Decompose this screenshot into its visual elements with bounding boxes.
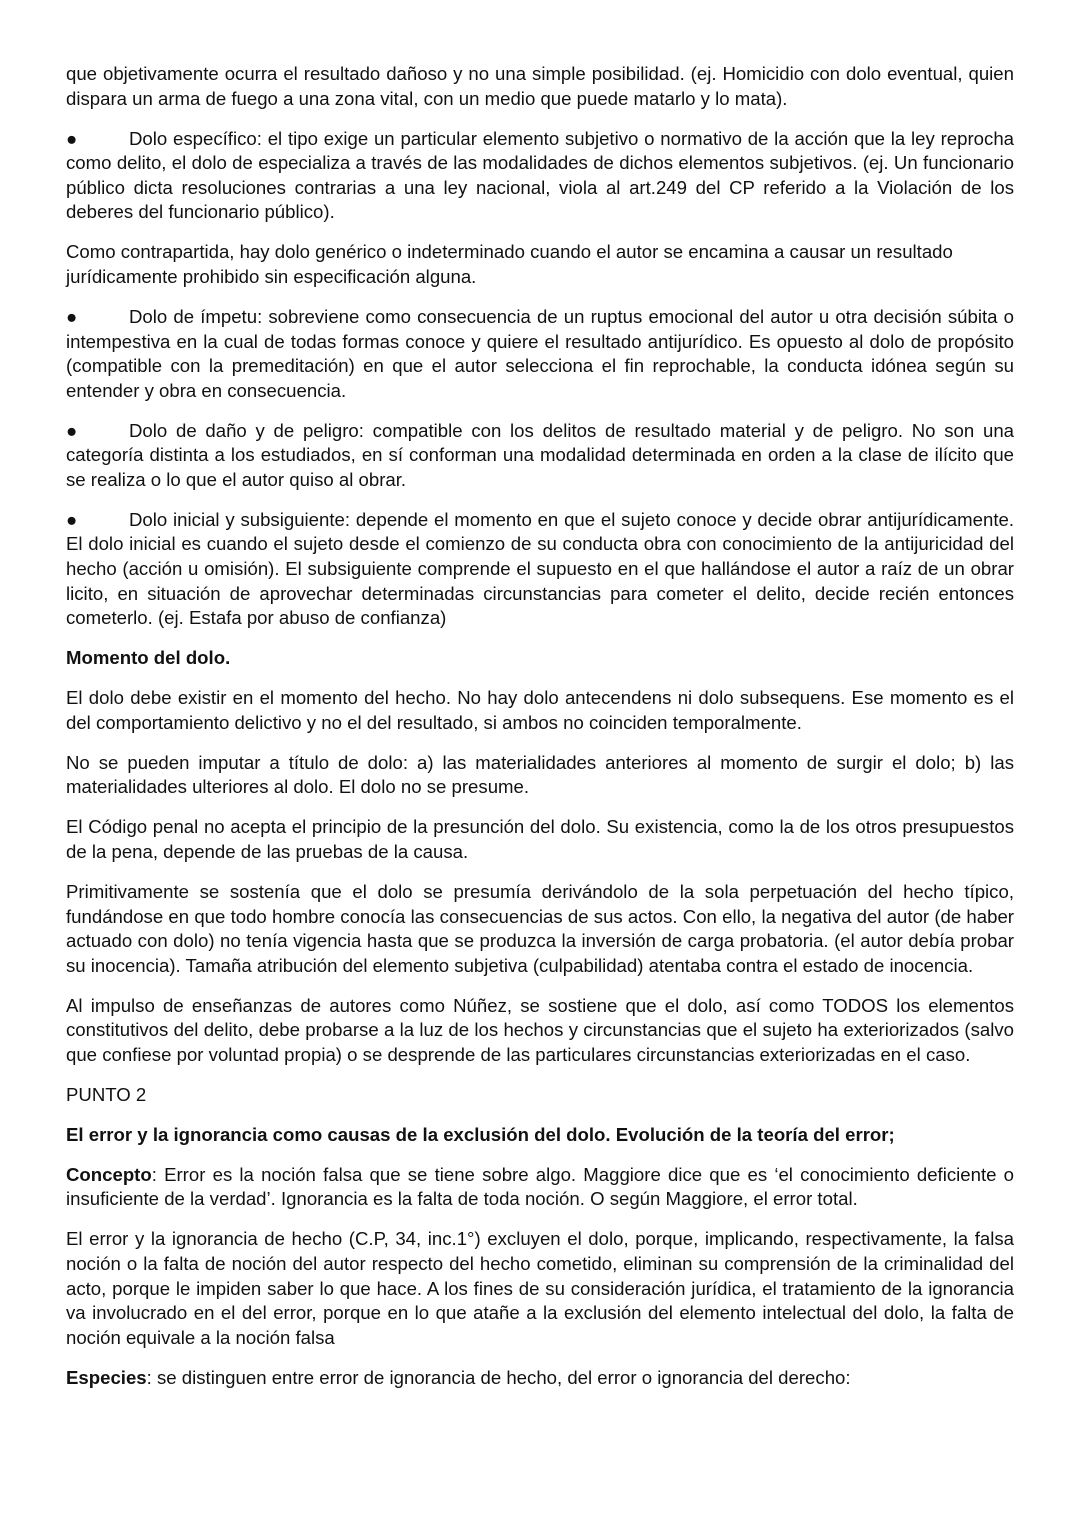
paragraph: que objetivamente ocurra el resultado dañoso y no una simple posibilidad. (ej. Homicidio con dolo eventual, quien dispara un arma de fuego a una zona vital, con un medio que puede matarlo y lo mata).: [66, 63, 1014, 109]
bullet-icon: ●: [66, 419, 78, 441]
paragraph-text: Dolo de daño y de peligro: compatible con los delitos de resultado material y de peligro. No son una categoría distinta a los estudiados, en sí conforman una modalidad determinada en orden a la clase de ilícito que se realiza o lo que el autor quiso al obrar.: [66, 419, 1014, 490]
paragraph-text: Dolo específico: el tipo exige un particular elemento subjetivo o normativo de la acción que la ley reprocha como delito, el dolo de especializa a través de las modalidades de dichos elementos subjetivos. (ej. Un funcionario público dicta resoluciones contrarias a una ley nacional, viola al art.249 del CP referido a la Violación de los deberes del funcionario público).: [66, 127, 1014, 223]
paragraph-text: : Error es la noción falsa que se tiene sobre algo. Maggiore dice que es ‘el conocimiento deficiente o insuficiente de la verdad’. Ignorancia es la falta de toda noción. O según Maggiore, el error total.: [66, 1163, 1014, 1210]
paragraph: Como contrapartida, hay dolo genérico o indeterminado cuando el autor se encamina a causar un resultado jurídicamente prohibido sin especificación alguna.: [66, 241, 953, 287]
section-label: PUNTO 2: [66, 1083, 147, 1105]
term-label: Concepto: [66, 1163, 152, 1185]
paragraph-text: Dolo inicial y subsiguiente: depende el momento en que el sujeto conoce y decide obrar antijurídicamente. El dolo inicial es cuando el sujeto desde el comienzo de su conducta obra con conocimiento de la antijuricidad del hecho (acción u omisión). El subsiguiente comprende el supuesto en el que hallándose el autor a raíz de un obrar licito, en situación de aprovechar determinadas circunstancias para cometer el delito, decide recién entonces cometerlo. (ej. Estafa por abuso de confianza): [66, 508, 1014, 629]
heading-text: Momento del dolo.: [66, 647, 231, 669]
bullet-paragraph: [66, 305, 1014, 403]
term-label: Especies: [66, 1366, 147, 1388]
paragraph: El error y la ignorancia de hecho (C.P, 34, inc.1°) excluyen el dolo, porque, implicando, respectivamente, la falsa noción o la falta de noción del autor respecto del hecho cometido, eliminan su comprensión de la criminalidad del acto, porque le impiden saber lo que hace. A los fines de su consideración jurídica, el tratamiento de la ignorancia va involucrado en el del error, porque en lo que atañe a la exclusión del elemento intelectual del dolo, la falta de noción equivale a la noción falsa: [66, 1228, 1014, 1348]
paragraph: No se pueden imputar a título de dolo: a) las materialidades anteriores al momento de surgir el dolo; b) las materialidades ulteriores al dolo. El dolo no se presume.: [66, 751, 1014, 798]
bullet-paragraph: [66, 419, 1014, 493]
paragraph: Primitivamente se sostenía que el dolo se presumía derivándolo de la sola perpetuación del hecho típico, fundándose en que todo hombre conocía las consecuencias de sus actos. Con ello, la negativa del autor (de haber actuado con dolo) no tenía vigencia hasta que se produzca la inversión de carga probatoria. (el autor debía probar su inocencia). Tamaña atribución del elemento subjetiva (culpabilidad) atentaba contra el estado de inocencia.: [66, 880, 1014, 976]
paragraph: [66, 1163, 1014, 1212]
bullet-paragraph: [66, 127, 1014, 225]
section-heading: [66, 646, 1014, 671]
bullet-icon: ●: [66, 127, 78, 149]
paragraph-text: : se distinguen entre error de ignorancia de hecho, del error o ignorancia del derecho:: [146, 1366, 851, 1388]
bullet-icon: ●: [66, 305, 78, 327]
bullet-paragraph: [66, 508, 1014, 631]
bullet-icon: ●: [66, 508, 78, 530]
paragraph: El dolo debe existir en el momento del hecho. No hay dolo antecendens ni dolo subsequens. Ese momento es el del comportamiento delictivo y no el del resultado, si ambos no coinciden temporalmente.: [66, 687, 1014, 733]
heading-text: El error y la ignorancia como causas de la exclusión del dolo. Evolución de la teoría del error;: [66, 1123, 895, 1145]
section-heading: [66, 1123, 1014, 1148]
paragraph: Al impulso de enseñanzas de autores como Núñez, se sostiene que el dolo, así como TODOS los elementos constitutivos del delito, debe probarse a la luz de los hechos y circunstancias que el sujeto ha exteriorizados (salvo que confiese por voluntad propia) o se desprende de las particulares circunstancias exteriorizadas en el caso.: [66, 994, 1014, 1065]
paragraph: [66, 1366, 1014, 1391]
paragraph: El Código penal no acepta el principio de la presunción del dolo. Su existencia, como la de los otros presupuestos de la pena, depende de las pruebas de la causa.: [66, 816, 1014, 862]
paragraph-text: Dolo de ímpetu: sobreviene como consecuencia de un ruptus emocional del autor u otra decisión súbita o intempestiva en la cual de todas formas conoce y quiere el resultado antijurídico. Es opuesto al dolo de propósito (compatible con la premeditación) en que el autor selecciona el fin reprochable, la conducta idónea según su entender y obra en consecuencia.: [66, 305, 1014, 401]
document-page: [66, 62, 1014, 1406]
